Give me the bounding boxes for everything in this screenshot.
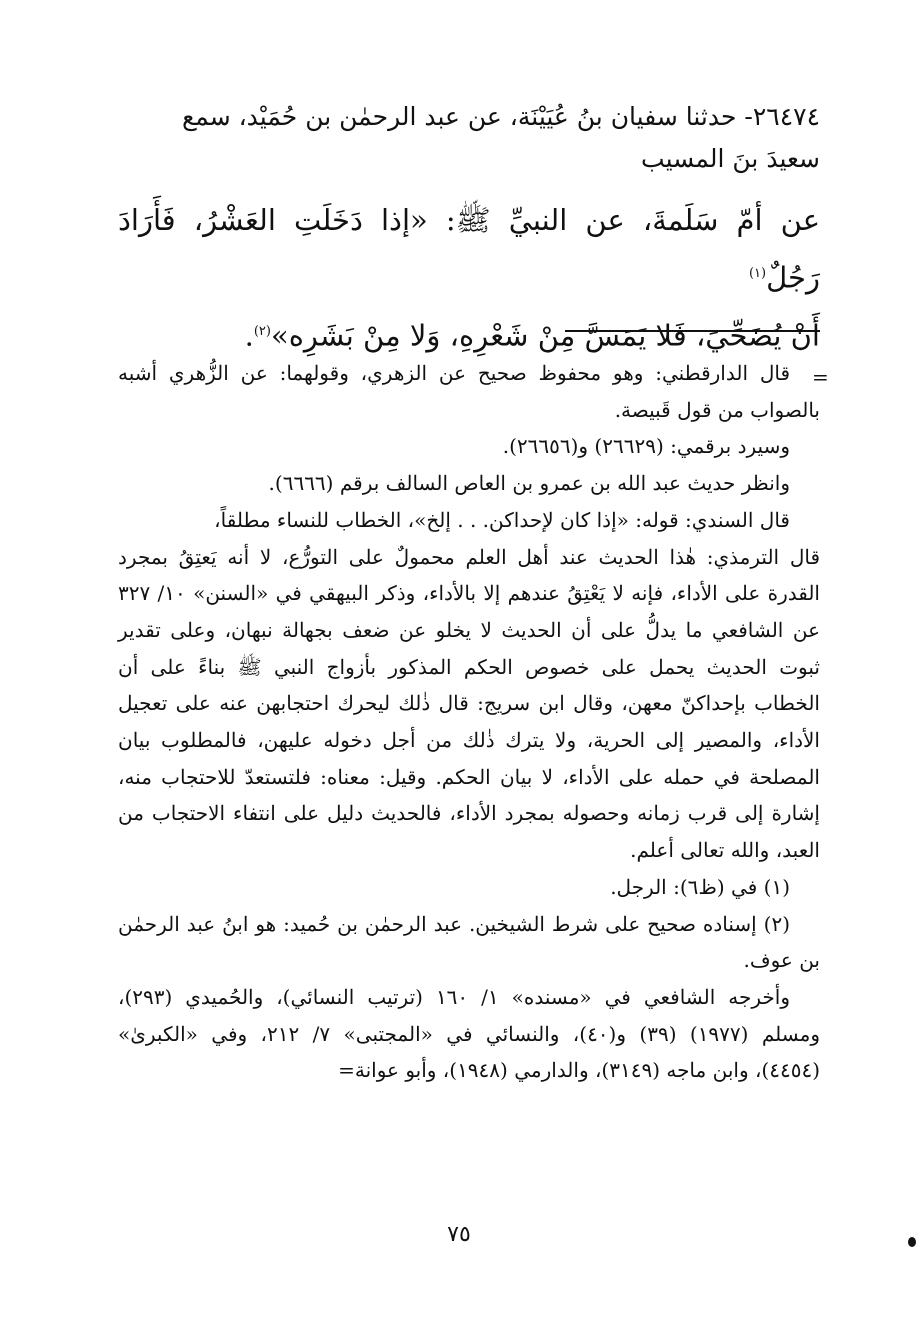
hadith-isnad-line-1: ٢٦٤٧٤- حدثنا سفيان بنُ عُيَيْنَة، عن عبد الرحمٰن بن حُمَيْد، سمع bbox=[181, 102, 820, 131]
hadith-block bbox=[118, 96, 820, 362]
matn-text-1: عن أمّ سَلَمةَ، عن النبيِّ ﷺ: «إذا دَخَلَتِ العَشْرُ، فَأَرَادَ رَجُلٌ bbox=[118, 203, 820, 295]
page-number: ٧٥ bbox=[447, 1222, 471, 1247]
note-sindi: قال السندي: قوله: «إذا كان لإحداكن. . . إلخ»، الخطاب للنساء مطلقاً، bbox=[214, 507, 790, 532]
note-cross-ref: وسيرد برقمي: (٢٦٦٢٩) و(٢٦٦٥٦). bbox=[502, 434, 790, 459]
note-takhrij: وأخرجه الشافعي في «مسنده» ١/ ١٦٠ (ترتيب النسائي)، والحُميدي (٢٩٣)، ومسلم (١٩٧٧) (٣٩) و(٤٠)، والنسائي في «المجتبى» ٧/ ٢١٢، وفي «الكبرىٰ» (٤٤٥٤)، وابن ماجه (٣١٤٩)، والدارمي (١٩٤٨)، وأبو عوانة= bbox=[118, 984, 820, 1083]
hadith-isnad-line-2: سعيدَ بنَ المسيب bbox=[641, 144, 820, 173]
scan-mark bbox=[908, 1237, 916, 1247]
footnote-2: (٢) إسناده صحيح على شرط الشيخين. عبد الرحمٰن بن حُميد: هو ابنُ عبد الرحمٰن بن عوف. bbox=[118, 911, 820, 973]
footnote-ref-1: (١) bbox=[748, 266, 767, 281]
footnote-separator bbox=[565, 330, 820, 332]
hadith-matn-line-1 bbox=[118, 194, 820, 305]
matn-end-dot: . bbox=[244, 318, 254, 353]
note-see-also: وانظر حديث عبد الله بن عمرو بن العاص السالف برقم (٦٦٦٦). bbox=[268, 471, 790, 496]
footnote-1: (١) في (ظ٦): الرجل. bbox=[610, 874, 790, 899]
matn-text-2: أَنْ يُضَحِّيَ، فَلا يَمَسَّ مِنْ شَعْرِهِ، وَلا مِنْ بَشَرِه» bbox=[270, 318, 820, 353]
footnotes bbox=[118, 355, 820, 1089]
hadith-matn-line-2 bbox=[118, 305, 820, 363]
hadith-matn bbox=[118, 194, 820, 362]
continuation-mark: = bbox=[812, 365, 829, 389]
note-tirmidhi: قال الترمذي: هٰذا الحديث عند أهل العلم محمولٌ على التورُّع، لا أنه يَعتِقُ بمجرد القدرة على الأداء، فإنه لا يَعْتِقُ عندهم إلا بالأداء، وذكر البيهقي في «السنن» ١٠/ ٣٢٧ عن الشافعي ما يدلُّ على أن الحديث لا يخلو عن ضعف بجهالة نبهان، وعلى تقدير ثبوت الحديث يحمل على خصوص الحكم المذكور بأزواج النبي ﷺ بناءً على أن الخطاب بإحداكنّ معهن، وقال ابن سريج: قال ذٰلك ليحرك احتجابهن عنه على تعجيل الأداء، والمصير إلى الحرية، ولا يترك ذٰلك من أجل دخوله عليهن، فالمطلوب بيان المصلحة في حمله على الأداء، لا بيان الحكم. وقيل: معناه: فلتستعدّ للاحتجاب منه، إشارة إلى قرب زمانه وحصوله بمجرد الأداء، فالحديث دليل على انتفاء الاحتجاب من العبد، والله تعالى أعلم. bbox=[118, 544, 821, 863]
footnote-ref-2: (٢) bbox=[253, 323, 271, 339]
note-daraqutni: قال الدارقطني: وهو محفوظ صحيح عن الزهري، وقولهما: عن الزُّهري أشبه بالصواب من قول قَبيصة. bbox=[118, 361, 820, 422]
